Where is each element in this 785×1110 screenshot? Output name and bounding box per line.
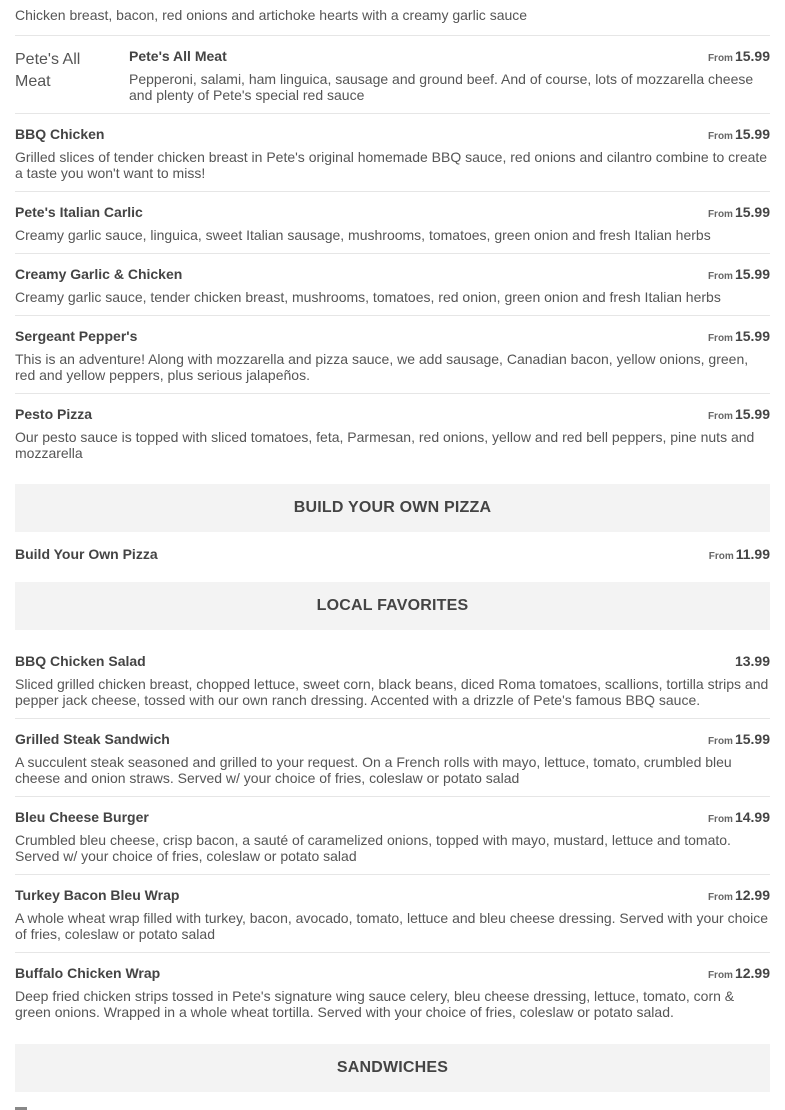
price-from-label: From [707,736,733,747]
item-price: From 15.99 [707,204,770,220]
item-name: Buffalo Chicken Wrap [15,965,161,981]
item-price: From 14.99 [707,809,770,825]
item-name: Pete's All Meat [129,48,227,64]
menu-item-pesto-pizza[interactable] [15,394,770,471]
item-price: From 12.99 [707,965,770,981]
item-price: From 15.99 [707,126,770,142]
item-price: From 11.99 [708,546,770,562]
item-image: Pete's All Meat [15,51,81,90]
menu-list [15,0,770,1103]
section-header-sandwiches: SANDWICHES [15,1044,770,1092]
item-name: Bleu Cheese Burger [15,809,149,825]
item-description: Creamy garlic sauce, tender chicken breast, mushrooms, tomatoes, red onion, green onion and fresh Italian herbs [15,289,721,305]
item-name: Grilled Steak Sandwich [15,731,170,747]
item-description: Deep fried chicken strips tossed in Pete's signature wing sauce celery, bleu cheese dressing, lettuce, tomato, corn & green onions. Wrapped in a whole wheat tortilla. Served with your choice of fries, coleslaw or potato salad. [15,988,735,1020]
item-description: A succulent steak seasoned and grilled to your request. On a French rolls with mayo, lettuce, tomato, crumbled bleu cheese and onion straws. Served w/ your choice of fries, coleslaw or potato salad [15,754,732,786]
menu-item-turkey-bacon-bleu-wrap[interactable] [15,875,770,953]
price-from-label: From [707,333,733,344]
item-name: Creamy Garlic & Chicken [15,266,183,282]
menu-item-sergeant-peppers[interactable] [15,316,770,394]
item-description: Grilled slices of tender chicken breast in Pete's original homemade BBQ sauce, red onions and cilantro combine to create a taste you won't want to miss! [15,149,768,181]
item-name: Sergeant Pepper's [15,328,138,344]
price-from-label: From [707,271,733,282]
price-from-label: From [707,814,733,825]
item-description: Pepperoni, salami, ham linguica, sausage and ground beef. And of course, lots of mozzarella cheese and plenty of Pete's special red sauce [129,71,754,103]
menu-item-creamy-garlic-chicken[interactable] [15,254,770,316]
item-price: From 15.99 [707,406,770,422]
item-price: 13.99 [734,653,770,669]
item-price: From 12.99 [707,887,770,903]
menu-item-buffalo-chicken-wrap[interactable] [15,953,770,1030]
item-price: From 15.99 [707,48,770,64]
price-from-label: From [707,53,733,64]
item-name: Build Your Own Pizza [15,546,158,562]
menu-item-bbq-chicken-salad[interactable] [15,641,770,719]
price-from-label: From [708,551,734,562]
item-name: Pesto Pizza [15,406,93,422]
item-description: Our pesto sauce is topped with sliced tomatoes, feta, Parmesan, red onions, yellow and red bell peppers, pine nuts and mozzarella [15,429,755,461]
menu-item-build-your-own-pizza[interactable] [15,543,770,582]
section-header-build-your-own: BUILD YOUR OWN PIZZA [15,484,770,532]
item-description: Chicken breast, bacon, red onions and artichoke hearts with a creamy garlic sauce [15,7,770,36]
menu-item-bbq-chicken[interactable] [15,114,770,192]
price-from-label: From [707,970,733,981]
section-header-local-favorites: LOCAL FAVORITES [15,582,770,630]
menu-item-grilled-steak-sandwich[interactable] [15,719,770,797]
item-price: From 15.99 [707,328,770,344]
item-price: From 15.99 [707,266,770,282]
item-price: From 15.99 [707,731,770,747]
price-from-label: From [707,131,733,142]
item-description: A whole wheat wrap filled with turkey, bacon, avocado, tomato, lettuce and bleu cheese dressing. Served with your choice of fries, coleslaw or potato salad [15,910,769,942]
price-from-label: From [707,209,733,220]
item-name: BBQ Chicken Salad [15,653,146,669]
item-name: Pete's Italian Carlic [15,204,143,220]
item-name: Turkey Bacon Bleu Wrap [15,887,180,903]
menu-item-bleu-cheese-burger[interactable] [15,797,770,875]
item-name: BBQ Chicken [15,126,105,142]
menu-item-petes-all-meat[interactable] [15,36,770,114]
price-from-label: From [707,892,733,903]
item-description: Sliced grilled chicken breast, chopped lettuce, sweet corn, black beans, diced Roma tomatoes, scallions, tortilla strips and pepper jack cheese, tossed with our own ranch dressing. Accented with a drizzle of Pete's famous BBQ sauce. [15,676,769,708]
item-description: Crumbled bleu cheese, crisp bacon, a sauté of caramelized onions, topped with mayo, mustard, lettuce and tomato. Served w/ your choice of fries, coleslaw or potato salad [15,832,731,864]
menu-item-petes-italian-carlic[interactable] [15,192,770,254]
item-description: This is an adventure! Along with mozzarella and pizza sauce, we add sausage, Canadian bacon, yellow onions, green, red and yellow peppers, plus serious jalapeños. [15,351,749,383]
price-from-label: From [707,411,733,422]
item-description: Creamy garlic sauce, linguica, sweet Italian sausage, mushrooms, tomatoes, green onion and fresh Italian herbs [15,227,711,243]
